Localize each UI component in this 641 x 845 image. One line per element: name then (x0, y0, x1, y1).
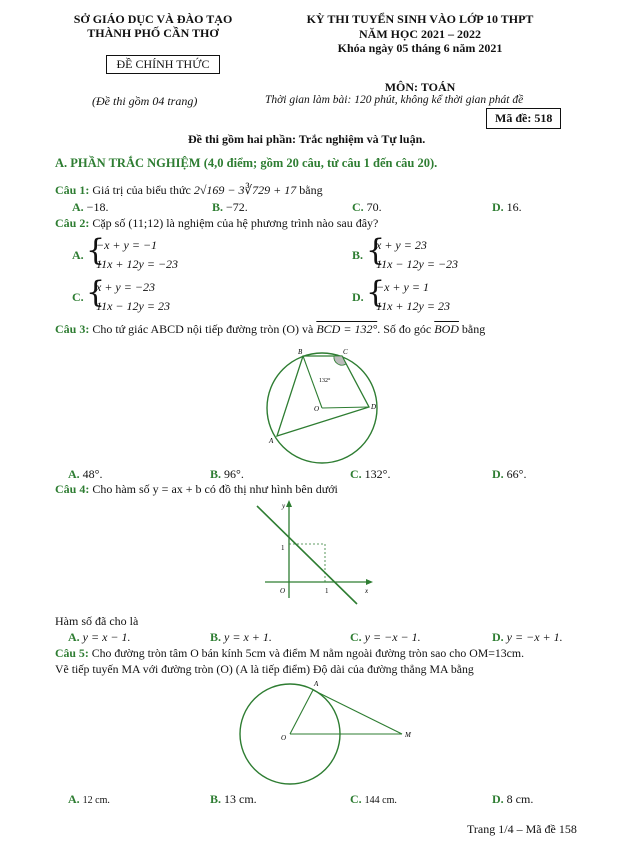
q5-option-d: D. 8 cm. (492, 792, 534, 806)
q3-tail: bằng (461, 322, 486, 336)
q3-option-c: C. 132°. (350, 467, 391, 481)
q1-option-c: C. 70. (352, 200, 382, 214)
q5-figure (235, 676, 425, 791)
q1-label: Câu 1: (55, 183, 90, 197)
q1-expression: 2√169 − 3∛729 + 17 (193, 183, 297, 197)
q1-text: Giá trị của biểu thức (92, 183, 191, 197)
q4-option-d: D. y = −x + 1. (492, 630, 563, 644)
q4-option-c: C. y = −x − 1. (350, 630, 421, 644)
q2-option-c-letter: C. (72, 290, 84, 304)
x-arrow-icon (366, 579, 373, 585)
q2-stem (55, 216, 378, 231)
label-o: O (281, 734, 287, 742)
segment-oa (290, 690, 313, 734)
q1-option-d: D. 16. (492, 200, 522, 214)
pages-note: (Đề thi gồm 04 trang) (92, 94, 198, 108)
q3-stem (55, 322, 485, 337)
q3-option-d: D. 66°. (492, 467, 527, 481)
q2-b-eq2: 11x − 12y = −23 (376, 257, 459, 271)
brace-icon: { (86, 275, 106, 310)
q5-stem-1 (55, 646, 524, 661)
q1-option-a: A. −18. (72, 200, 109, 214)
q3-angle-asked: $\overline{BOD}$ (434, 322, 459, 336)
q2-c-eq2: 11x − 12y = 23 (96, 299, 170, 313)
department-name: SỞ GIÁO DỤC VÀ ĐÀO TẠO (73, 12, 233, 26)
brace-icon: { (366, 275, 386, 310)
q1-tail: bằng (299, 183, 323, 197)
q3-text2: . Số đo góc (377, 322, 432, 336)
q5-label: Câu 5: (55, 646, 89, 660)
label-a: A (269, 437, 274, 445)
school-year: NĂM HỌC 2021 – 2022 (359, 27, 481, 41)
q2-option-d-letter: D. (352, 290, 364, 304)
q5-option-b: B. 13 cm. (210, 792, 257, 806)
q3-label: Câu 3: (55, 322, 90, 336)
label-origin: O (280, 587, 286, 595)
q1-option-b: B. −72. (212, 200, 248, 214)
q4-option-b: B. y = x + 1. (210, 630, 272, 644)
q5-option-a: A. 12 cm. (68, 792, 110, 806)
exam-code: Mã đề: 518 (486, 108, 561, 129)
q2-a-eq2: 11x + 12y = −23 (96, 257, 179, 271)
label-o: O (314, 405, 320, 413)
q3-figure (255, 345, 390, 465)
q5-stem-2: Vẽ tiếp tuyến MA với đường tròn (O) (A là tiếp điểm) Độ dài của đường thẳng MA bằng (55, 662, 474, 676)
q2-text: Cặp số (11;12) là nghiệm của hệ phương trình nào sau đây? (92, 216, 379, 230)
q4-stem (55, 482, 338, 497)
brace-icon: { (86, 233, 106, 268)
q5-option-c: C. 144 cm. (350, 792, 397, 806)
page-footer: Trang 1/4 – Mã đề 158 (467, 822, 577, 836)
time-note: Thời gian làm bài: 120 phút, không kể thời gian phát đề (265, 94, 524, 106)
q3-text: Cho tứ giác ABCD nội tiếp đường tròn (O) và (92, 322, 314, 336)
subject: MÔN: TOÁN (384, 80, 456, 94)
q2-d-eq1: −x + y = 1 (376, 280, 429, 294)
q1-stem (55, 183, 323, 198)
q3-option-b: B. 96°. (210, 467, 244, 481)
q4-option-a: A. y = x − 1. (68, 630, 131, 644)
q4-text: Cho hàm số y = ax + b có đồ thị như hình bên dưới (92, 482, 338, 496)
city-name: THÀNH PHỐ CẦN THƠ (87, 26, 219, 40)
label-d: D (371, 403, 377, 411)
q5-text1: Cho đường tròn tâm O bán kính 5cm và điểm M nằm ngoài đường tròn sao cho OM=13cm. (91, 646, 525, 660)
q2-option-b-letter: B. (352, 248, 364, 262)
label-one-x: 1 (325, 587, 329, 595)
exam-date: Khóa ngày 05 tháng 6 năm 2021 (337, 41, 503, 55)
q2-d-eq2: 11x + 12y = 23 (376, 299, 450, 313)
q2-b-eq1: x + y = 23 (376, 238, 427, 252)
label-b: B (298, 348, 303, 356)
exam-title: KỲ THI TUYỂN SINH VÀO LỚP 10 THPT (306, 12, 534, 26)
intro: Đề thi gồm hai phần: Trắc nghiệm và Tự luận. (188, 132, 426, 146)
q2-option-a-letter: A. (72, 248, 84, 262)
q2-c-eq1: x + y = −23 (96, 280, 155, 294)
q2-a-eq1: −x + y = −1 (96, 238, 158, 252)
q3-angle-given: BCD = 132° (316, 322, 378, 336)
label-m: M (405, 731, 411, 739)
label-x: x (365, 587, 369, 595)
label-a: A (314, 680, 319, 688)
q4-figure (245, 498, 375, 608)
q3-option-a: A. 48°. (68, 467, 103, 481)
segment-od (322, 407, 369, 408)
label-y: y (282, 502, 286, 510)
tangent-ma (313, 690, 402, 734)
function-line (257, 506, 357, 604)
brace-icon: { (366, 233, 386, 268)
quadrilateral-abcd (277, 356, 369, 436)
q4-label: Câu 4: (55, 482, 90, 496)
label-c: C (343, 348, 348, 356)
label-one-y: 1 (281, 544, 285, 552)
section-a-title: A. PHẦN TRẮC NGHIỆM (4,0 điểm; gồm 20 câu, từ câu 1 đến câu 20). (55, 156, 438, 170)
q2-label: Câu 2: (55, 216, 90, 230)
official-stamp: ĐỀ CHÍNH THỨC (106, 55, 220, 74)
q4-ask: Hàm số đã cho là (55, 614, 139, 628)
y-arrow-icon (286, 500, 292, 507)
label-angle: 132° (319, 378, 331, 384)
